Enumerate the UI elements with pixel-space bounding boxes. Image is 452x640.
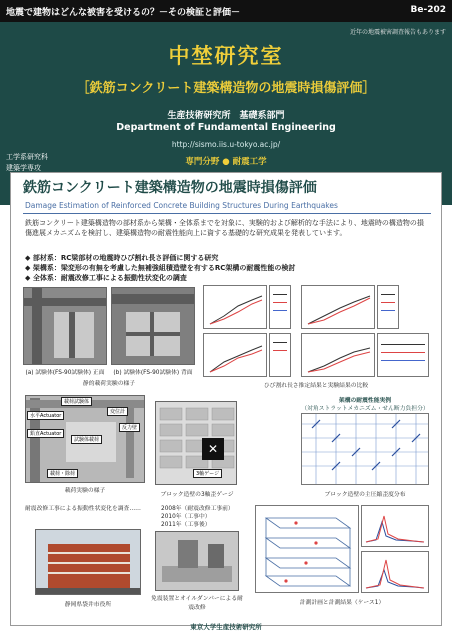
strain-grid-lines	[302, 414, 428, 484]
measurement-plan	[255, 505, 359, 593]
caption-damper: 免震装置とオイルダンパーによる耐震改修	[151, 596, 243, 611]
spectrum-upper-lines	[362, 506, 428, 546]
crack-plot-2-lines	[302, 286, 374, 328]
caption-crack-graphs: ひび割れ長さ推定結果と実験結果の比較	[263, 383, 369, 389]
damper-photo	[155, 531, 239, 591]
bullet-frame: ◆ 架構系：梁変形の有無を考慮した無補強組積造壁を有するRC架構の耐震性能の検討	[25, 263, 429, 273]
spectrum-lower-lines	[362, 552, 428, 592]
top-bar	[0, 0, 452, 22]
caption-triaxial-gauge: ブロック造壁の3軸歪ゲージ	[160, 492, 234, 498]
tag-displacement-meter: 変位計	[107, 407, 128, 416]
measurement-plan-diagram	[256, 506, 358, 592]
timeline-2011: 2011年（工事後）	[161, 522, 211, 528]
tag-reaction-wall: 反力壁	[119, 423, 140, 432]
poster-question-title: 地震で建物はどんな被害を受けるの？－その検証と評価－	[6, 8, 241, 18]
strain-distribution-grid	[301, 413, 429, 485]
tag-horizontal-actuator: 水平Actuator	[27, 411, 64, 420]
crack-plot-3	[203, 333, 267, 377]
caption-measurement: 計測計画と計測結果（ケース1）	[299, 600, 385, 606]
research-bullets	[25, 253, 429, 283]
crack-legend-4	[377, 333, 429, 377]
title-divider	[23, 213, 431, 214]
crack-plot-4	[301, 333, 375, 377]
lab-url-link[interactable]: http://sismo.iis.u-tokyo.ac.jp/	[171, 140, 281, 149]
affiliation-school: 工学系研究科	[6, 153, 48, 161]
bullet-whole: ◆ 全体系：耐震改修工事による振動性状変化の調査	[25, 273, 429, 283]
crack-plot-3-lines	[204, 334, 266, 376]
crack-plot-1	[203, 285, 267, 329]
timeline-2010: 2010年（工事中）	[161, 514, 211, 520]
tag-triaxial-gauge: 3軸ゲージ	[193, 469, 222, 478]
retrofit-intro: 耐震改修工事による振動性状変化を調査……	[25, 506, 141, 512]
crack-plot-2	[301, 285, 375, 329]
bullet-member: ◆ 部材系：RC梁部材の地震時ひび割れ長さ評価に関する研究	[25, 253, 429, 263]
crack-legend-2	[377, 285, 399, 329]
tag-vertical-actuator: 鉛直Actuator	[27, 429, 64, 438]
department-name: Department of Fundamental Engineering	[116, 122, 336, 133]
crack-plot-4-lines	[302, 334, 374, 376]
lab-name: 中埜研究室	[168, 44, 284, 68]
caption-specimen-back: (b) 試験体(FS-90試験体) 背面	[113, 370, 193, 376]
tag-loading-specimen: 載荷試験体	[61, 397, 92, 406]
research-theme: ［鉄筋コンクリート建築構造物の地震時損傷評価］	[76, 81, 376, 96]
city-hall-photo	[35, 529, 141, 595]
panel-subtitle: Damage Estimation of Reinforced Concrete Building Structures During Earthquakes	[25, 201, 338, 210]
caption-city-hall: 静岡県袋井市役所	[64, 602, 112, 608]
tag-load-unload: 載荷・除荷	[47, 469, 78, 478]
caption-static-test: 静的載荷実験の様子	[82, 381, 136, 387]
affiliation-major: 建築学専攻	[6, 164, 41, 172]
timeline-2008: 2008年（耐震改修工事前）	[161, 506, 234, 512]
caption-loading-test: 載荷実験の様子	[64, 488, 106, 494]
panel-title: 鉄筋コンクリート建築構造物の地震時損傷評価	[23, 180, 317, 196]
svg-text:✕: ✕	[207, 442, 219, 456]
specimen-back-photo	[111, 287, 195, 365]
chart-title-frame-performance: 架構の耐震性能実例	[338, 398, 392, 404]
crack-legend-3	[269, 333, 291, 377]
caption-specimen-front: (a) 試験体(FS-90試験体) 正面	[25, 370, 105, 376]
report-note: 近年の地震被害調査報告もあります	[349, 29, 446, 36]
specimen-front-photo	[23, 287, 107, 365]
spectrum-plot-upper	[361, 505, 429, 547]
poster-code: Be-202	[410, 5, 446, 15]
content-panel	[10, 172, 442, 626]
specialty-label: 専門分野 ● 耐震工学	[185, 157, 267, 167]
caption-strain-distribution: ブロック造壁の主圧縮歪度分布	[324, 492, 406, 498]
crack-plot-1-lines	[204, 286, 266, 328]
institute-name: 生産技術研究所 基礎系部門	[167, 111, 285, 121]
spectrum-plot-lower	[361, 551, 429, 593]
chart-title-strut-mechanism: （対角ストラットメカニズム・せん断力負担分）	[301, 406, 429, 412]
tag-specimen-loading: 試験体載荷	[71, 435, 102, 444]
footer-institute: 東京大学生産技術研究所	[190, 623, 262, 631]
crack-legend-1	[269, 285, 291, 329]
panel-description: 鉄筋コンクリート建築構造物の部材系から架構・全体系までを対象に、実験的および解析的な手法により、地震時の構造物の損傷進展メカニズムを検討し、建築構造物の耐震性能向上に資する基礎的な研究成果を発表しています。	[25, 219, 424, 237]
